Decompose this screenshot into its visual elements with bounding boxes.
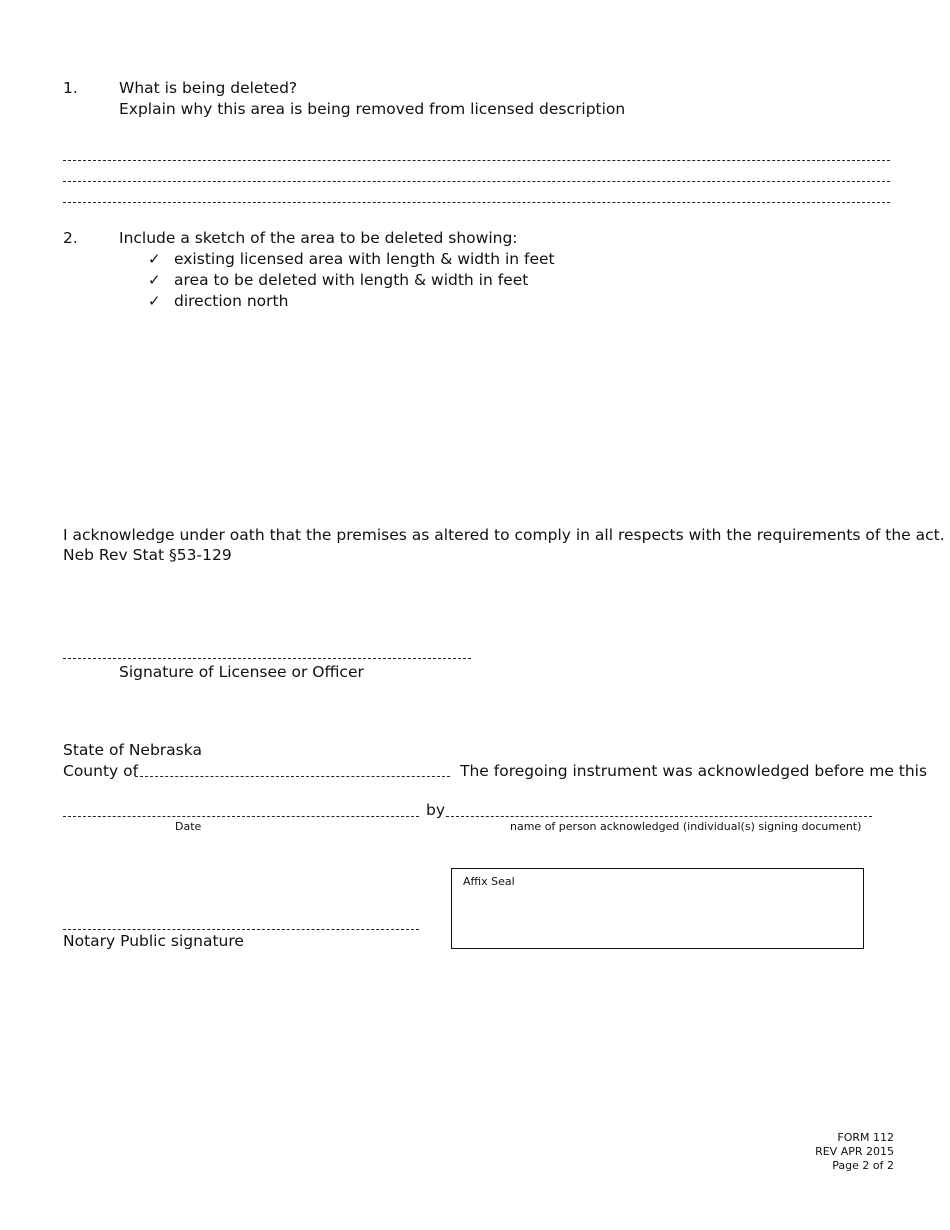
page-number: Page 2 of 2 (832, 1159, 894, 1172)
explanation-line-2[interactable] (63, 181, 890, 182)
notary-signature-line[interactable] (63, 929, 419, 930)
by-label: by (426, 801, 446, 819)
acknowledged-text: The foregoing instrument was acknowledged before me this (460, 762, 928, 780)
sketch-requirement-2: ✓ area to be deleted with length & width in feet (148, 271, 529, 289)
county-field[interactable] (135, 776, 450, 777)
explanation-line-3[interactable] (63, 202, 890, 203)
affix-seal-box (451, 868, 864, 949)
licensee-signature-line[interactable] (63, 658, 471, 659)
sketch-requirement-1: ✓ existing licensed area with length & width in feet (148, 250, 555, 268)
date-field[interactable] (63, 816, 419, 817)
section-2-heading: Include a sketch of the area to be deleted showing: (119, 229, 518, 247)
form-number: FORM 112 (837, 1131, 894, 1144)
section-1-instruction: Explain why this area is being removed from licensed description (119, 100, 626, 118)
statute-citation: Neb Rev Stat §53-129 (63, 546, 232, 564)
form-revision: REV APR 2015 (815, 1145, 894, 1158)
county-label: County of (63, 762, 139, 780)
checkmark-icon: ✓ (148, 250, 161, 268)
name-caption: name of person acknowledged (individual(s) signing document) (510, 820, 862, 833)
state-label: State of Nebraska (63, 741, 202, 759)
oath-statement: I acknowledge under oath that the premises as altered to comply in all respects with the requirements of the act. (63, 526, 945, 544)
explanation-line-1[interactable] (63, 160, 890, 161)
date-caption: Date (175, 820, 202, 833)
notary-signature-label: Notary Public signature (63, 932, 244, 950)
section-1-question: What is being deleted? (119, 79, 298, 97)
section-1-number: 1. (63, 79, 78, 97)
sketch-requirement-3: ✓ direction north (148, 292, 289, 310)
affix-seal-label: Affix Seal (463, 875, 515, 888)
acknowledged-name-field[interactable] (446, 816, 872, 817)
checkmark-icon: ✓ (148, 292, 161, 310)
section-2-number: 2. (63, 229, 78, 247)
checkmark-icon: ✓ (148, 271, 161, 289)
licensee-signature-label: Signature of Licensee or Officer (119, 663, 364, 681)
